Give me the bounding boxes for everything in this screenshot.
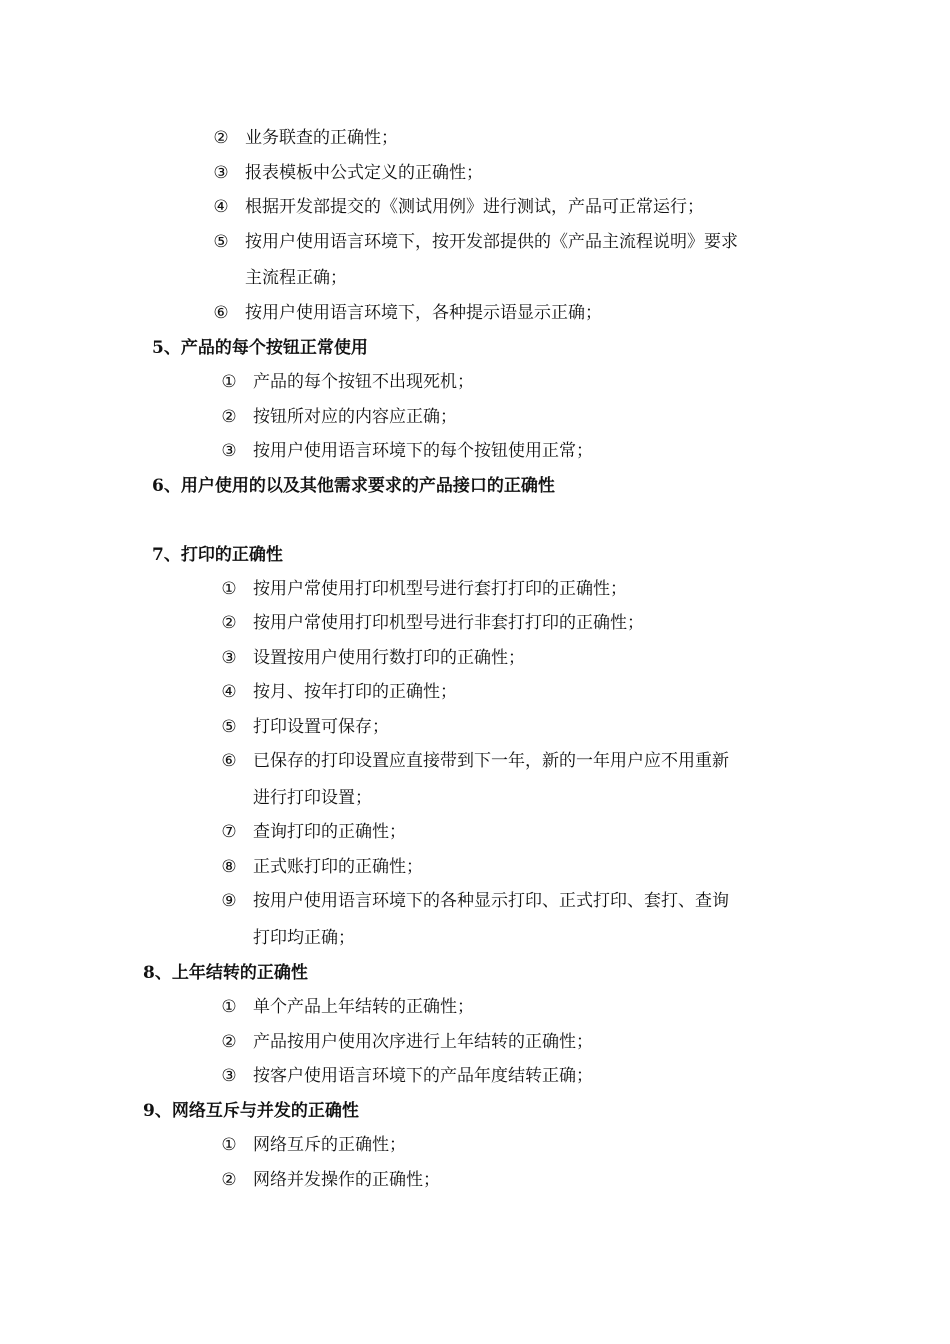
- list-item-text: 单个产品上年结转的正确性；: [253, 997, 474, 1017]
- list-item-text: 按钮所对应的内容应正确；: [253, 407, 457, 427]
- section-heading: 6、用户使用的以及其他需求要求的产品接口的正确性: [152, 476, 555, 496]
- list-item-number: ⑨: [221, 891, 237, 911]
- list-item-text: 产品按用户使用次序进行上年结转的正确性；: [253, 1032, 593, 1052]
- section-heading: 8、上年结转的正确性: [143, 963, 308, 983]
- list-item-number: ①: [221, 372, 237, 392]
- list-item-text: 查询打印的正确性；: [253, 822, 406, 842]
- list-item-number: ③: [213, 163, 229, 183]
- list-item-text: 按用户常使用打印机型号进行非套打打印的正确性；: [253, 613, 644, 633]
- list-item-number: ⑦: [221, 822, 237, 842]
- list-item-number: ③: [221, 441, 237, 461]
- list-item-number: ②: [221, 1032, 237, 1052]
- list-item-number: ①: [221, 579, 237, 599]
- list-item-number: ②: [221, 613, 237, 633]
- list-item-text: 按用户使用语言环境下的各种显示打印、正式打印、套打、查询: [253, 891, 729, 911]
- list-item-text: 已保存的打印设置应直接带到下一年，新的一年用户应不用重新: [253, 751, 729, 771]
- list-item-text: 按用户使用语言环境下，按开发部提供的《产品主流程说明》要求: [245, 232, 738, 252]
- list-item-text: 按用户使用语言环境下，各种提示语显示正确；: [245, 303, 602, 323]
- list-item-number: ⑧: [221, 857, 237, 877]
- list-item-number: ③: [221, 648, 237, 668]
- list-item-number: ⑥: [213, 303, 229, 323]
- list-item-number: ⑤: [221, 717, 237, 737]
- list-item-text: 网络并发操作的正确性；: [253, 1170, 440, 1190]
- list-item-text: 报表模板中公式定义的正确性；: [245, 163, 483, 183]
- list-item-number: ②: [213, 128, 229, 148]
- list-item-text: 按月、按年打印的正确性；: [253, 682, 457, 702]
- list-item-text: 业务联查的正确性；: [245, 128, 398, 148]
- list-item-text: 打印设置可保存；: [253, 717, 389, 737]
- list-item-number: ⑤: [213, 232, 229, 252]
- list-item-number: ②: [221, 407, 237, 427]
- list-item-number: ①: [221, 1135, 237, 1155]
- section-heading: 5、产品的每个按钮正常使用: [152, 338, 368, 358]
- list-item-number: ④: [213, 197, 229, 217]
- list-item-text: 产品的每个按钮不出现死机；: [253, 372, 474, 392]
- list-item-text: 按用户使用语言环境下的每个按钮使用正常；: [253, 441, 593, 461]
- list-item-text: 网络互斥的正确性；: [253, 1135, 406, 1155]
- list-item-text: 按客户使用语言环境下的产品年度结转正确；: [253, 1066, 593, 1086]
- list-item-number: ⑥: [221, 751, 237, 771]
- list-item-text: 按用户常使用打印机型号进行套打打印的正确性；: [253, 579, 627, 599]
- list-item-text-continuation: 进行打印设置；: [253, 788, 372, 808]
- list-item-number: ②: [221, 1170, 237, 1190]
- list-item-text: 根据开发部提交的《测试用例》进行测试，产品可正常运行；: [245, 197, 704, 217]
- list-item-number: ③: [221, 1066, 237, 1086]
- list-item-number: ①: [221, 997, 237, 1017]
- list-item-text-continuation: 打印均正确；: [253, 928, 355, 948]
- list-item-text-continuation: 主流程正确；: [245, 268, 347, 288]
- list-item-text: 设置按用户使用行数打印的正确性；: [253, 648, 525, 668]
- section-heading: 7、打印的正确性: [152, 545, 283, 565]
- section-heading: 9、网络互斥与并发的正确性: [143, 1101, 359, 1121]
- list-item-number: ④: [221, 682, 237, 702]
- list-item-text: 正式账打印的正确性；: [253, 857, 423, 877]
